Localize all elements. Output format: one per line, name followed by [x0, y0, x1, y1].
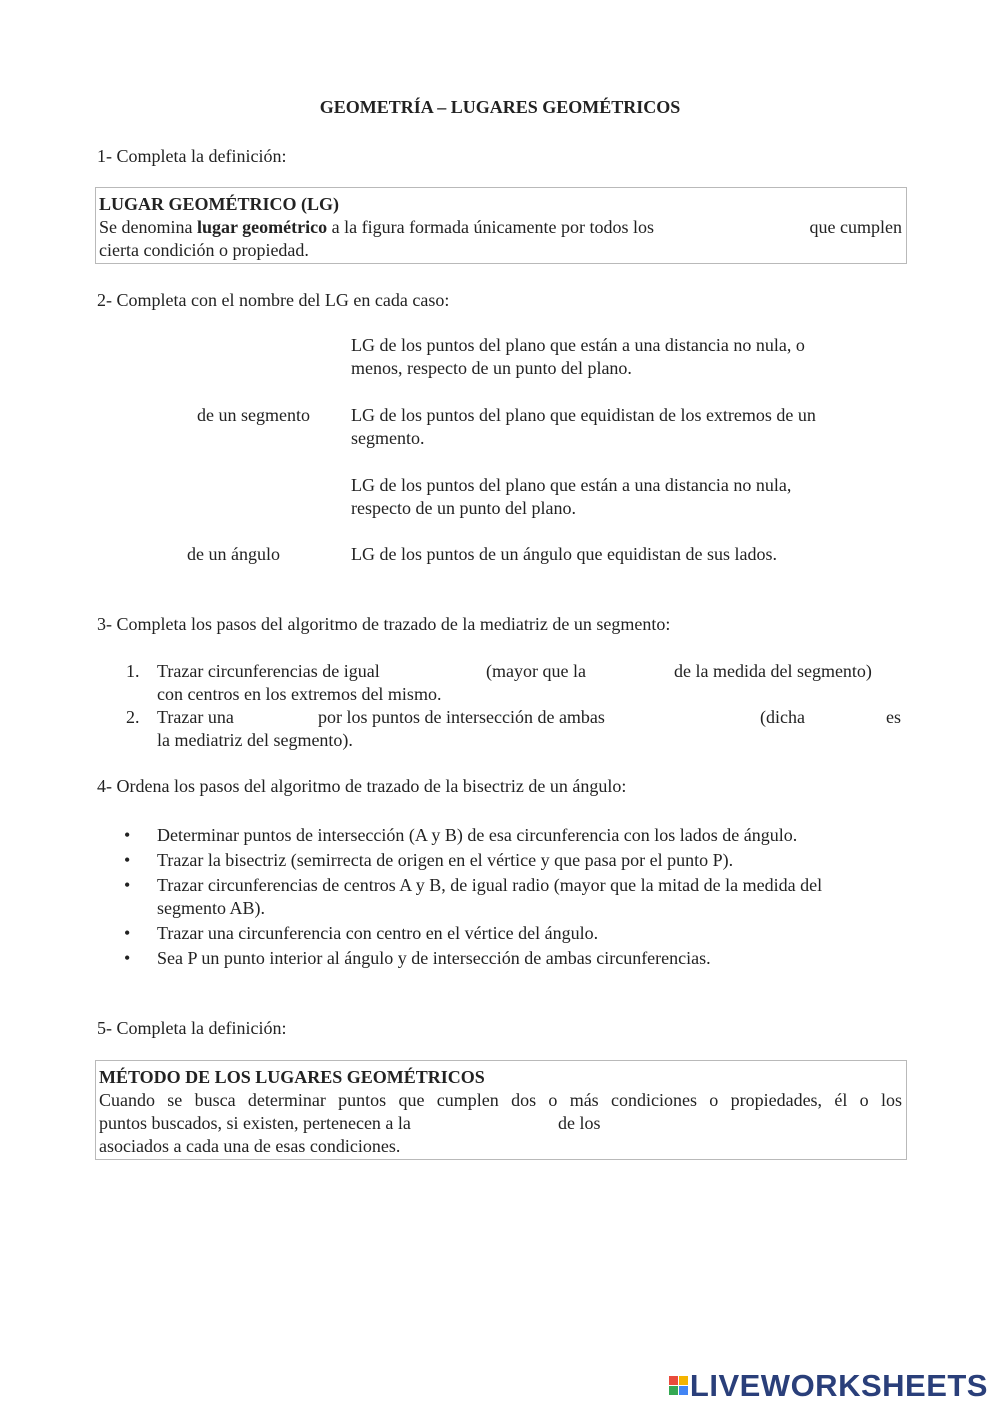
answer-input-q2-1[interactable]: [100, 334, 335, 356]
list-item[interactable]: Sea P un punto interior al ángulo y de intersección de ambas circunferencias.: [157, 948, 711, 968]
definition-line-1: Cuando se busca determinar puntos que cumplen dos o más condiciones o propiedades, él o los: [99, 1090, 902, 1110]
answer-input-q2-3[interactable]: [100, 474, 335, 496]
step-2-text-c: (dicha: [760, 707, 805, 727]
definition-box-method: [95, 1060, 907, 1160]
bullet: •: [124, 850, 131, 870]
answer-input-q1[interactable]: [724, 216, 792, 238]
step-2-text-e: la mediatriz del segmento).: [157, 730, 353, 750]
step-number: 2.: [126, 707, 140, 727]
logo-cubes-icon: [669, 1376, 688, 1395]
lg-definition-2b: segmento.: [351, 428, 425, 448]
list-item[interactable]: Determinar puntos de intersección (A y B) de esa circunferencia con los lados de ángulo.: [157, 825, 798, 845]
definition-box-lg: [95, 187, 907, 264]
definition-text: Se denomina: [99, 217, 197, 237]
logo-text: LIVEWORKSHEETS: [689, 1368, 988, 1403]
step-2-text-d: es: [886, 707, 901, 727]
definition-line-1: [99, 216, 654, 239]
lg-definition-4: LG de los puntos de un ángulo que equidistan de sus lados.: [351, 544, 777, 564]
step-1-text-a: Trazar circunferencias de igual: [157, 661, 380, 681]
answer-input-q3-3[interactable]: [246, 706, 312, 728]
answer-input-q3-1[interactable]: [412, 660, 480, 682]
step-2-text-a: Trazar una: [157, 707, 234, 727]
liveworksheets-logo[interactable]: [669, 1368, 988, 1403]
definition-text: que cumplen: [809, 217, 902, 237]
definition-line-2b: de los: [558, 1113, 601, 1133]
definition-box-title: LUGAR GEOMÉTRICO (LG): [99, 194, 340, 214]
answer-input-q3-2[interactable]: [602, 660, 668, 682]
definition-box-title: MÉTODO DE LOS LUGARES GEOMÉTRICOS: [99, 1067, 485, 1087]
lg-definition-3b: respecto de un punto del plano.: [351, 498, 576, 518]
definition-line-2: cierta condición o propiedad.: [99, 240, 309, 260]
question-5-prompt: 5- Completa la definición:: [97, 1018, 287, 1038]
step-1-text-d: con centros en los extremos del mismo.: [157, 684, 442, 704]
list-item[interactable]: Trazar circunferencias de centros A y B, de igual radio (mayor que la mitad de la medida del: [157, 875, 823, 895]
step-number: 1.: [126, 661, 140, 681]
question-1-prompt: 1- Completa la definición:: [97, 146, 287, 166]
page-title: GEOMETRÍA – LUGARES GEOMÉTRICOS: [319, 97, 681, 117]
step-1-text-b: (mayor que la: [486, 661, 586, 681]
step-2-text-b: por los puntos de intersección de ambas: [318, 707, 605, 727]
question-2-prompt: 2- Completa con el nombre del LG en cada caso:: [97, 290, 450, 310]
list-item-continuation[interactable]: segmento AB).: [157, 898, 265, 918]
definition-line-2a: puntos buscados, si existen, pertenecen a la: [99, 1113, 411, 1133]
lg-definition-2a: LG de los puntos del plano que equidistan de los extremos de un: [351, 405, 816, 425]
answer-input-q2-4[interactable]: [100, 543, 182, 565]
definition-keyword: lugar geométrico: [196, 217, 328, 237]
list-item[interactable]: Trazar la bisectriz (semirrecta de origen en el vértice y que pasa por el punto P).: [157, 850, 734, 870]
question-4-prompt: 4- Ordena los pasos del algoritmo de trazado de la bisectriz de un ángulo:: [97, 776, 627, 796]
lg-definition-3a: LG de los puntos del plano que están a una distancia no nula,: [351, 475, 792, 495]
lg-definition-1a: LG de los puntos del plano que están a una distancia no nula, o: [351, 335, 805, 355]
lg-definition-1b: menos, respecto de un punto del plano.: [351, 358, 632, 378]
answer-input-q3-4[interactable]: [642, 706, 754, 728]
question-3-prompt: 3- Completa los pasos del algoritmo de trazado de la mediatriz de un segmento:: [97, 614, 671, 634]
list-item[interactable]: Trazar una circunferencia con centro en el vértice del ángulo.: [157, 923, 599, 943]
answer-input-q5-1[interactable]: [450, 1112, 554, 1134]
bullet: •: [124, 825, 131, 845]
bullet: •: [124, 875, 131, 895]
answer-input-q2-2[interactable]: [100, 404, 192, 426]
answer-input-q5-2[interactable]: [612, 1112, 732, 1134]
lg-label-segment: de un segmento: [197, 405, 310, 425]
lg-label-angle: de un ángulo: [187, 544, 280, 564]
definition-text: a la figura formada únicamente por todos los: [327, 217, 655, 237]
bullet: •: [124, 923, 131, 943]
step-1-text-c: de la medida del segmento): [674, 661, 872, 681]
bullet: •: [124, 948, 131, 968]
definition-line-3: asociados a cada una de esas condiciones.: [99, 1136, 401, 1156]
answer-input-q3-5[interactable]: [816, 706, 882, 728]
